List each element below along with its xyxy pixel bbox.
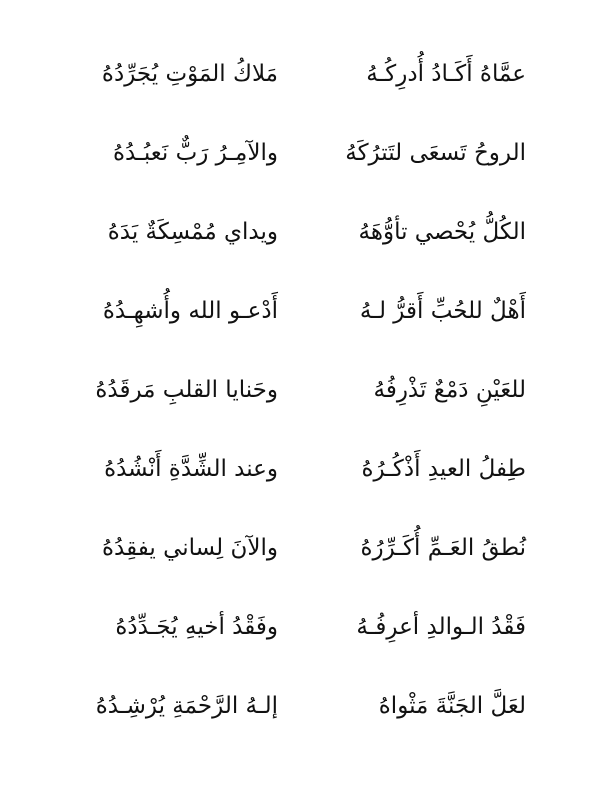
verse-9-first-hemistich: لعَلَّ الجَنَّةَ مَثْواهُ xyxy=(378,693,526,719)
verse-9 xyxy=(0,676,614,755)
verse-3-second-hemistich: ويداي مُمْسِكَةٌ يَدَهُ xyxy=(107,219,278,245)
verse-7-second-hemistich: والآنَ لِساني يفقِدُهُ xyxy=(101,535,278,561)
verse-1-first-hemistich: عمَّاهُ أَكَـادُ أُدرِكُـهُ xyxy=(366,61,526,87)
verse-9-second-hemistich: إلـهُ الرَّحْمَةِ يُرْشِـدُهُ xyxy=(95,693,278,719)
verse-7 xyxy=(0,518,614,597)
verse-5 xyxy=(0,360,614,439)
verse-8-first-hemistich: فَقْدُ الـوالدِ أعرِفُـهُ xyxy=(356,614,526,640)
verse-3-first-hemistich: الكُلُّ يُحْصي تأوُّهَهُ xyxy=(358,219,526,245)
verse-6-second-hemistich: وعند الشِّدَّةِ أَنْشُدُهُ xyxy=(104,456,278,482)
verse-5-first-hemistich: للعَيْنِ دَمْعٌ تَذْرِفُهُ xyxy=(373,377,526,403)
verse-2 xyxy=(0,123,614,202)
verse-8-second-hemistich: وفَقْدُ أخيهِ يُجَـدِّدُهُ xyxy=(115,614,278,640)
verse-1 xyxy=(0,44,614,123)
verse-8 xyxy=(0,597,614,676)
verse-7-first-hemistich: نُطقُ العَـمِّ أُكَـرِّرُهُ xyxy=(360,535,526,561)
verse-1-second-hemistich: مَلاكُ المَوْتِ يُجَرِّدُهُ xyxy=(101,61,278,87)
verse-4-first-hemistich: أَهْلٌ للحُبِّ أَقرُّ لـهُ xyxy=(359,298,526,324)
verse-6 xyxy=(0,439,614,518)
verse-4-second-hemistich: أَدْعـو الله وأُشهِـدُهُ xyxy=(102,298,278,324)
poem xyxy=(0,44,614,755)
verse-2-first-hemistich: الروحُ تَسعَى لتَترُكَهُ xyxy=(345,140,526,166)
verse-4 xyxy=(0,281,614,360)
verse-2-second-hemistich: والآمِـرُ رَبٌّ نَعبُـدُهُ xyxy=(112,140,278,166)
verse-6-first-hemistich: طِفلُ العيدِ أَذْكُـرُهُ xyxy=(361,456,526,482)
verse-5-second-hemistich: وحَنايا القلبِ مَرقَدُهُ xyxy=(95,377,278,403)
verse-3 xyxy=(0,202,614,281)
